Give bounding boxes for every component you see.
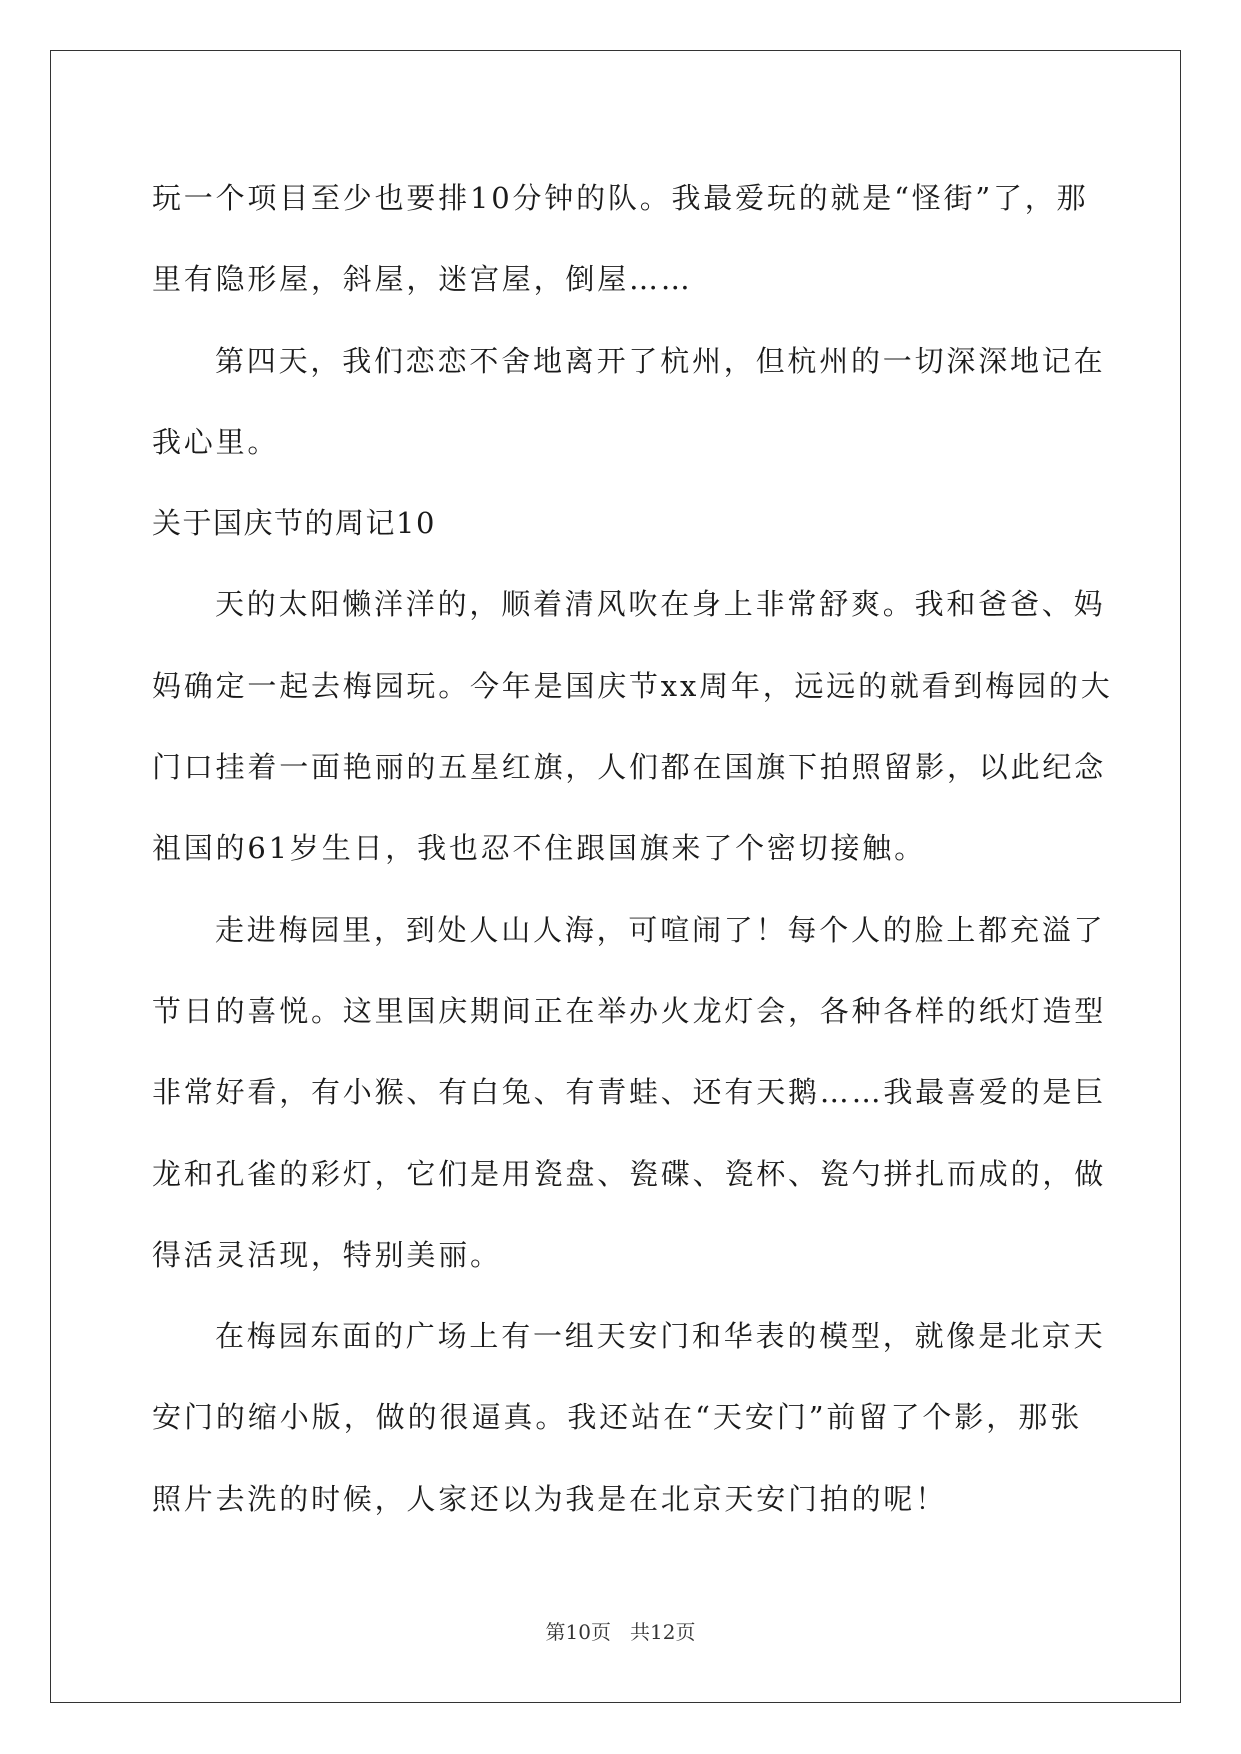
text-line: 天的太阳懒洋洋的，顺着清风吹在身上非常舒爽。我和爸爸、妈 (215, 587, 1106, 622)
document-body (152, 158, 1113, 1540)
page-number-footer: 第10页 共12页 (545, 1620, 696, 1644)
text-line: 祖国的61岁生日，我也忍不住跟国旗来了个密切接触。 (152, 831, 926, 866)
text-line: 得活灵活现，特别美丽。 (152, 1237, 502, 1272)
text-line: 妈确定一起去梅园玩。今年是国庆节xx周年，远远的就看到梅园的大 (152, 668, 1113, 703)
text-line: 走进梅园里，到处人山人海，可喧闹了！每个人的脸上都充溢了 (215, 912, 1106, 947)
text-line: 在梅园东面的广场上有一组天安门和华表的模型，就像是北京天 (215, 1319, 1106, 1354)
text-line: 我心里。 (152, 424, 280, 459)
text-line: 龙和孔雀的彩灯，它们是用瓷盘、瓷碟、瓷杯、瓷勺拼扎而成的，做 (152, 1156, 1107, 1191)
text-line: 照片去洗的时候，人家还以为我是在北京天安门拍的呢！ (152, 1481, 948, 1516)
text-line: 门口挂着一面艳丽的五星红旗，人们都在国旗下拍照留影，以此纪念 (152, 750, 1107, 785)
section-heading: 关于国庆节的周记10 (152, 506, 436, 541)
text-line: 安门的缩小版，做的很逼真。我还站在“天安门”前留了个影，那张 (152, 1400, 1082, 1435)
text-line: 非常好看，有小猴、有白兔、有青蛙、还有天鹅……我最喜爱的是巨 (152, 1075, 1107, 1110)
text-line: 玩一个项目至少也要排10分钟的队。我最爱玩的就是“怪街”了，那 (152, 181, 1089, 215)
text-line: 节日的喜悦。这里国庆期间正在举办火龙灯会，各种各样的纸灯造型 (152, 993, 1107, 1028)
text-line: 里有隐形屋，斜屋，迷宫屋，倒屋…… (152, 262, 693, 297)
text-line: 第四天，我们恋恋不舍地离开了杭州，但杭州的一切深深地记在 (215, 343, 1106, 378)
